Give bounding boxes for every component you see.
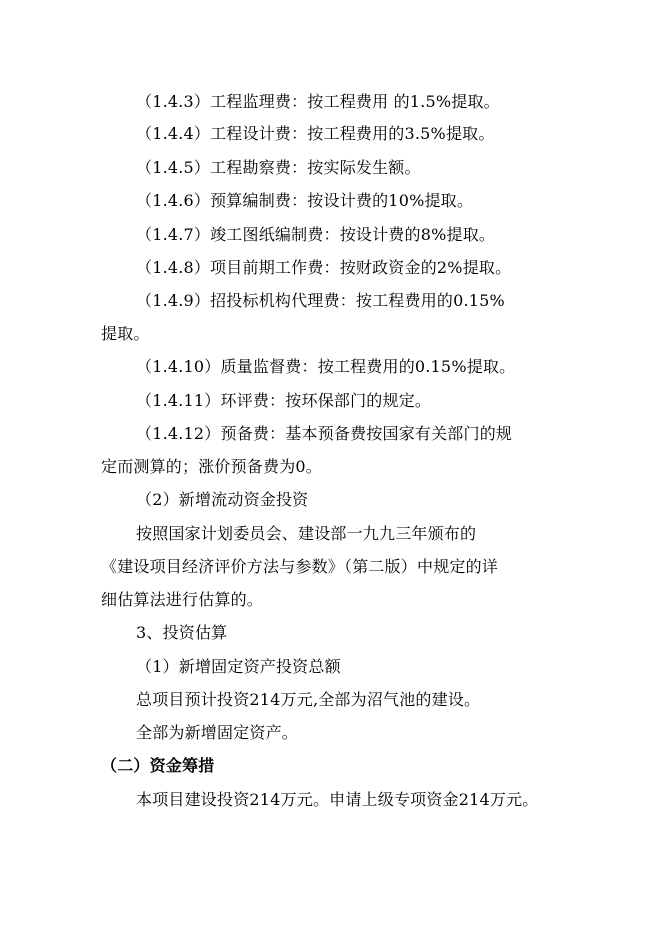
text-line: （1.4.12）预备费：基本预备费按国家有关部门的规 <box>136 424 513 443</box>
text-line: 全部为新增固定资产。 <box>136 723 299 742</box>
text-line: （1.4.10）质量监督费：按工程费用的0.15%提取。 <box>136 357 516 376</box>
section-heading-bold: （二）资金筹措 <box>101 756 215 775</box>
text-line: （1.4.4）工程设计费：按工程费用的3.5%提取。 <box>136 124 495 143</box>
text-line: 本项目建设投资214万元。申请上级专项资金214万元。 <box>136 790 539 809</box>
text-line: （1.4.11）环评费：按环保部门的规定。 <box>136 391 432 410</box>
text-line: （1.4.5）工程勘察费：按实际发生额。 <box>136 158 421 177</box>
text-line: 定而测算的；涨价预备费为0。 <box>101 457 322 476</box>
section-heading: （1）新增固定资产投资总额 <box>136 657 341 676</box>
text-line: 提取。 <box>101 324 150 343</box>
section-heading: 3、投资估算 <box>136 623 228 642</box>
text-line: 《建设项目经济评价方法与参数》（第二版）中规定的详 <box>101 557 499 576</box>
text-line: （1.4.6）预算编制费：按设计费的10%提取。 <box>136 191 474 210</box>
section-heading: （2）新增流动资金投资 <box>136 490 309 509</box>
text-line: （1.4.3）工程监理费：按工程费用 的1.5%提取。 <box>136 92 500 111</box>
text-line: （1.4.8）项目前期工作费：按财政资金的2%提取。 <box>136 258 512 277</box>
text-line: （1.4.7）竣工图纸编制费：按设计费的8%提取。 <box>136 225 496 244</box>
text-line: 细估算法进行估算的。 <box>101 590 264 609</box>
text-line: 按照国家计划委员会、建设部一九九三年颁布的 <box>136 524 477 543</box>
text-line: （1.4.9）招投标机构代理费：按工程费用的0.15% <box>136 291 505 310</box>
text-line: 总项目预计投资214万元,全部为沼气池的建设。 <box>136 690 481 709</box>
